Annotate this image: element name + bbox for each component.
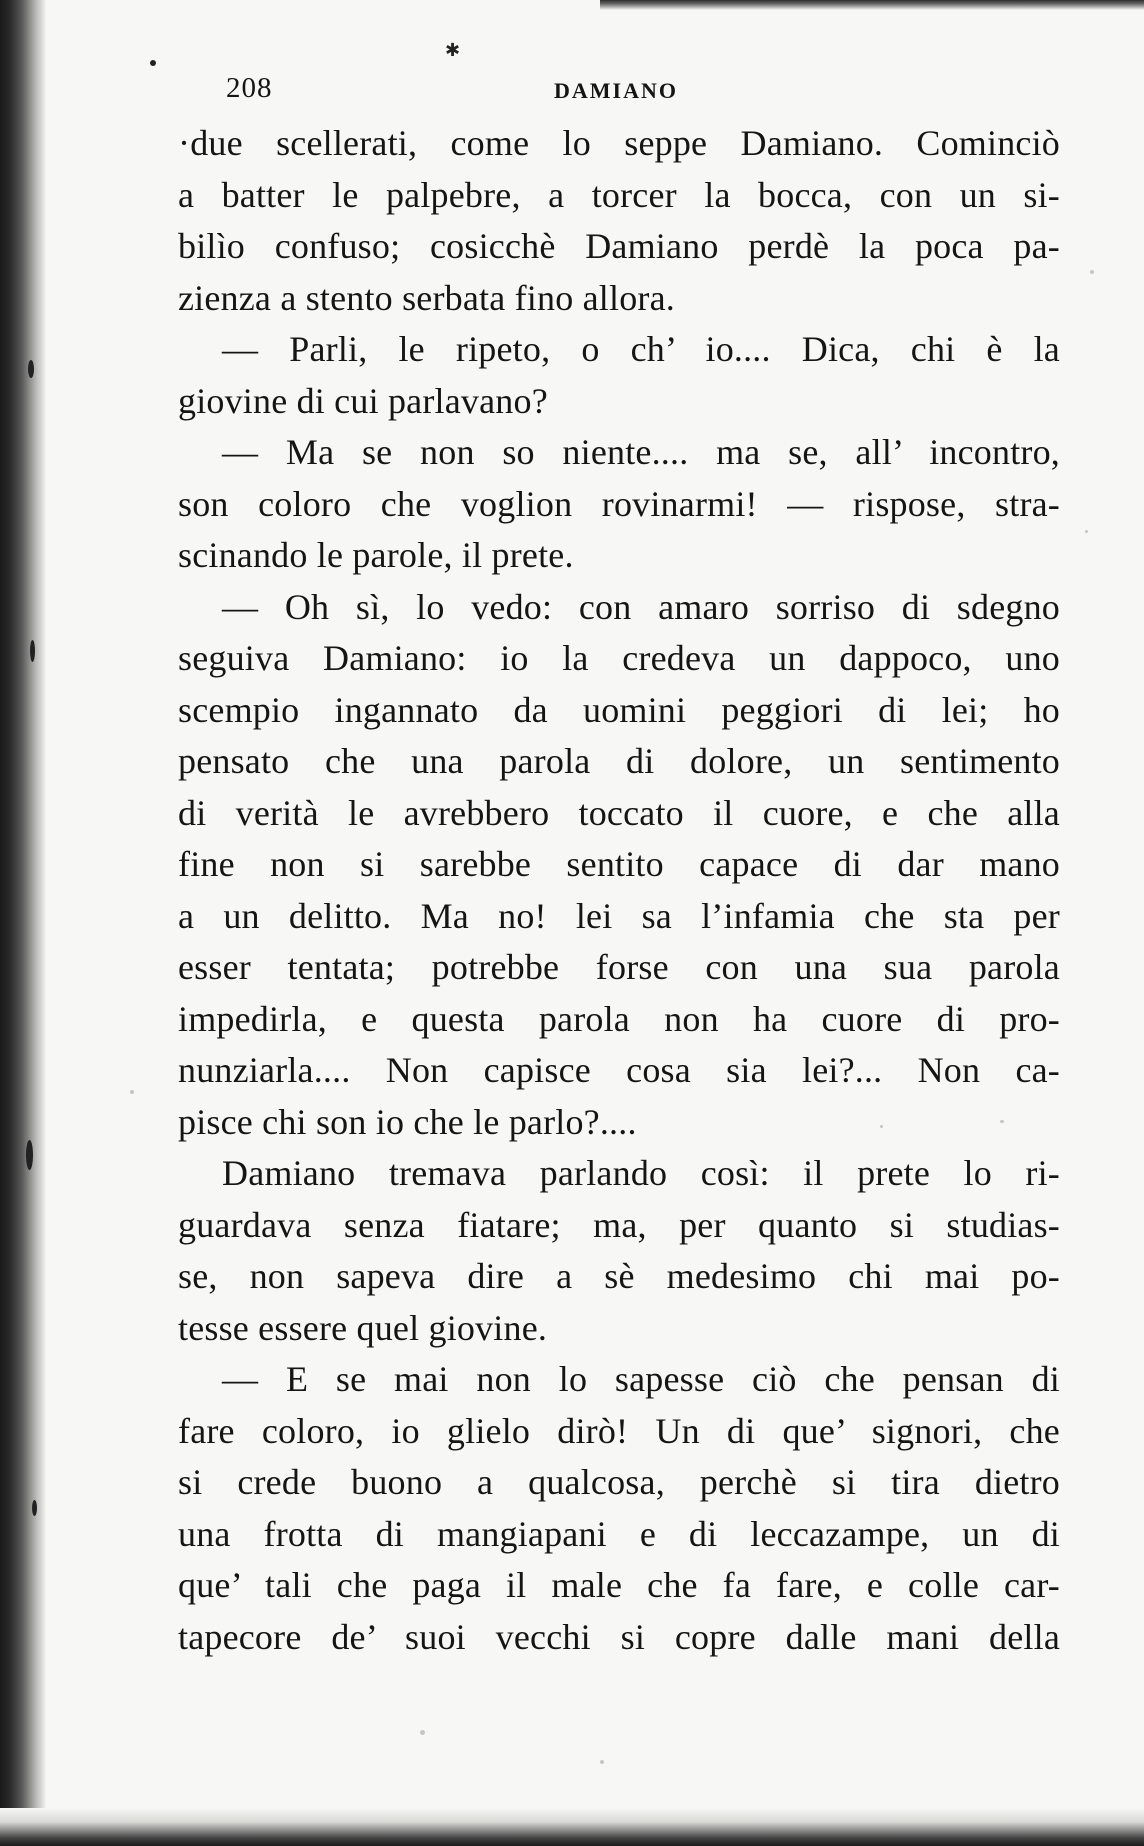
text-line: son coloro che voglion rovinarmi! — rispose, stra- (178, 483, 1060, 524)
text-line: tesse essere quel giovine. (178, 1307, 548, 1348)
scan-noise (1090, 270, 1094, 274)
text-line: una frotta di mangiapani e di leccazampe, un di (178, 1513, 1060, 1554)
text-line: esser tentata; potrebbe forse con una sua parola (178, 947, 1060, 987)
text-line: a un delitto. Ma no! lei sa l’infamia che sta per (178, 895, 1060, 936)
scan-speck (32, 1500, 37, 1516)
text-line: se, non sapeva dire a sè medesimo chi mai po- (178, 1256, 1060, 1296)
scan-noise (600, 1760, 604, 1764)
text-line: impedirla, e questa parola non ha cuore di pro- (178, 998, 1060, 1039)
text-line: giovine di cui parlavano? (178, 380, 548, 421)
text-line: — Parli, le ripeto, o ch’ io.... Dica, chi è la (222, 329, 1060, 369)
text-line: — Oh sì, lo vedo: con amaro sorriso di sdegno (222, 586, 1060, 627)
text-line: nunziarla.... Non capisce cosa sia lei?... Non ca- (178, 1050, 1060, 1090)
text-line: fare coloro, io glielo dirò! Un di que’ signori, che (178, 1410, 1060, 1451)
scan-speck (30, 640, 35, 662)
text-line: a batter le palpebre, a torcer la bocca, con un si- (178, 174, 1060, 215)
scan-noise (420, 1730, 425, 1735)
text-line: fine non si sarebbe sentito capace di dar mano (178, 844, 1060, 884)
text-line: guardava senza fiatare; ma, per quanto si studias- (178, 1204, 1060, 1245)
scan-speck (28, 360, 34, 378)
text-line: pensato che una parola di dolore, un sentimento (178, 741, 1060, 781)
text-line: — E se mai non lo sapesse ciò che pensan di (222, 1359, 1060, 1399)
text-line: bilìo confuso; cosicchè Damiano perdè la poca pa- (178, 226, 1060, 266)
ornament-star: ✱ (445, 40, 461, 60)
text-line: Damiano tremava parlando così: il prete lo ri- (222, 1153, 1060, 1193)
text-line: — Ma se non so niente.... ma se, all’ incontro, (222, 432, 1060, 472)
running-head: DAMIANO (554, 78, 678, 103)
bottom-page-edge (0, 1808, 1144, 1846)
body-text (178, 118, 1060, 1663)
text-line: zienza a stento serbata fino allora. (178, 277, 675, 318)
scan-noise (1085, 530, 1088, 533)
text-line: scinando le parole, il prete. (178, 535, 574, 575)
top-page-edge (600, 0, 1144, 10)
text-line: pisce chi son io che le parlo?.... (178, 1101, 637, 1142)
page-header (226, 72, 1066, 112)
text-line: ·due scellerati, come lo seppe Damiano. Cominciò (178, 123, 1060, 163)
text-line: tapecore de’ suoi vecchi si copre dalle mani della (178, 1616, 1060, 1657)
text-line: que’ tali che paga il male che fa fare, e colle car- (178, 1565, 1060, 1605)
scan-noise (130, 1090, 134, 1094)
text-line: scempio ingannato da uomini peggiori di lei; ho (178, 689, 1060, 730)
page-number: 208 (226, 72, 273, 104)
text-line: di verità le avrebbero toccato il cuore, e che alla (178, 792, 1060, 833)
binding-edge (0, 0, 46, 1846)
scan-speck (26, 1140, 33, 1170)
text-line: seguiva Damiano: io la credeva un dappoco, uno (178, 638, 1060, 678)
ornament-dot (150, 60, 156, 66)
text-line: si crede buono a qualcosa, perchè si tira dietro (178, 1462, 1060, 1502)
